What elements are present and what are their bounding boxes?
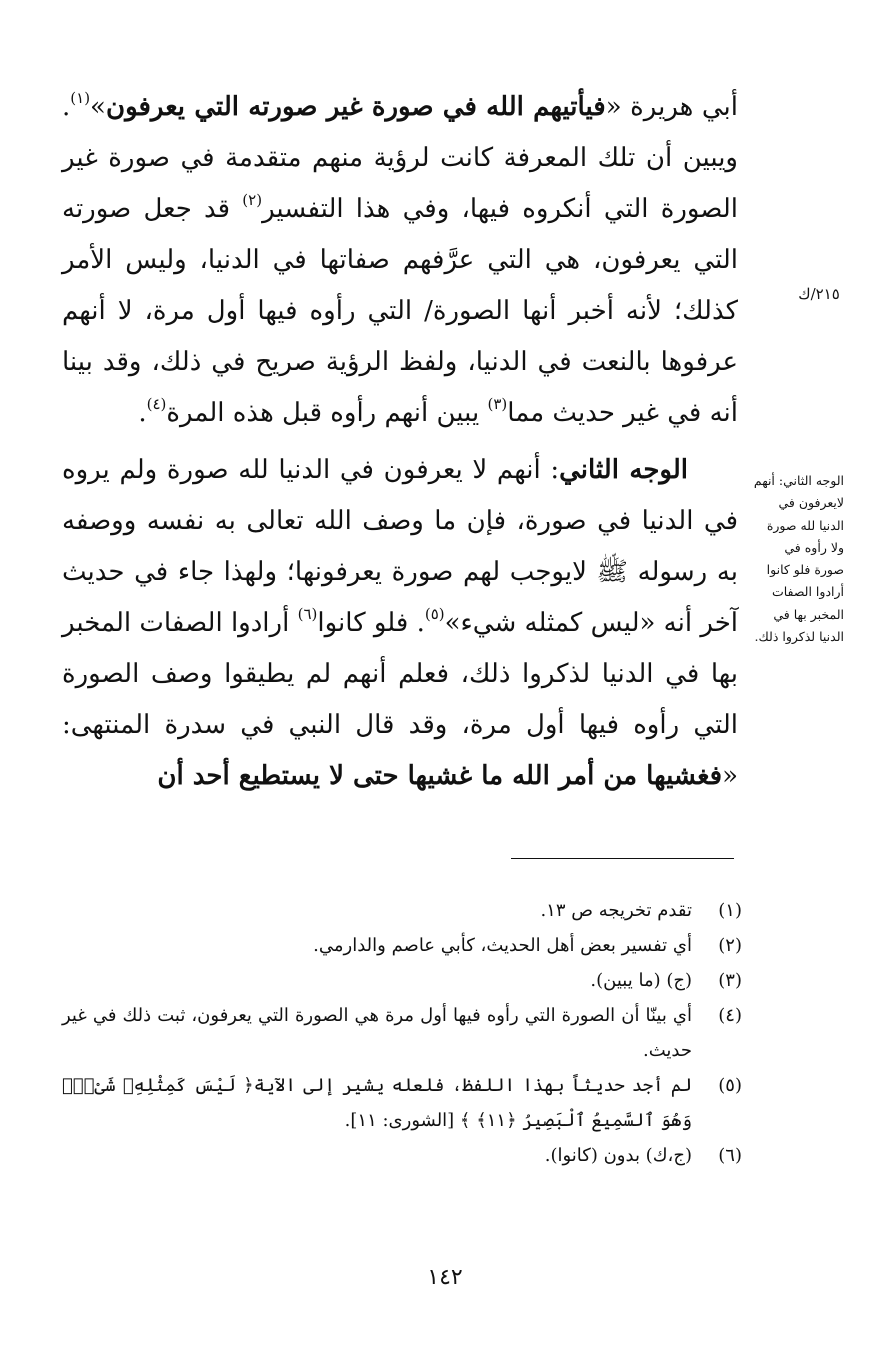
- footnote-item: [62, 998, 742, 1068]
- footnote-item: [62, 1138, 742, 1173]
- text-run: . فلو كانوا: [317, 608, 425, 638]
- hadith-quote: فيأتيهم الله في صورة غير صورته التي يعرفون: [105, 92, 606, 122]
- footnote-item: [62, 963, 742, 998]
- text-run: قد جعل صورته التي يعرفون، هي التي عرَّفهم صفاتها في الدنيا، وليس الأمر كذلك؛ لأنه أخبر أنها الصورة/ التي رأوه فيها أول مرة، لا أنهم عرفوها بالنعت في الدنيا، ولفظ الرؤية صريح في ذلك، وقد بينا أنه في غير حديث مما: [62, 194, 738, 428]
- footnote-text: أي بينّا أن الصورة التي رأوه فيها أول مرة هي الصورة التي يعرفون، ثبت ذلك في غير حديث.: [62, 1005, 692, 1061]
- main-text: [62, 82, 738, 802]
- footnote-ref-4[interactable]: (٤): [146, 395, 167, 413]
- paragraph-2: [62, 445, 738, 802]
- hadith-quote: فغشيها من أمر الله ما غشيها حتى لا يستطيع أحد أن: [157, 761, 723, 791]
- text-run: يبين أنهم رأوه قبل هذه المرة: [166, 398, 488, 428]
- footnote-number: (٢): [718, 935, 742, 956]
- text-run: : أنهم لا يعرفون في الدنيا لله صورة ولم يروه في الدنيا في صورة، فإن ما وصف الله تعالى به نفسه ووصفه به رسوله ﷺ لايوجب لهم صورة يعرفونها؛ ولهذا جاء في حديث آخر أنه «ليس كمثله شيء»: [62, 455, 739, 638]
- footnote-number: (٤): [718, 1005, 742, 1026]
- page-number: ١٤٢: [427, 1265, 463, 1290]
- margin-summary-note: الوجه الثاني: أنهم لايعرفون في الدنيا لله صورة ولا رأوه في صورة فلو كانوا أرادوا الصفات المخبر بها في الدنيا لذكروا ذلك.: [753, 473, 844, 645]
- footnote-number: (٦): [718, 1145, 742, 1166]
- footnote-number: (٣): [718, 970, 742, 991]
- text-run: . ويبين أن تلك المعرفة كانت لرؤية منهم متقدمة في صورة غير الصورة التي أنكروه فيها، وفي هذا التفسير: [62, 92, 739, 224]
- text-run: »: [90, 92, 106, 122]
- footnote-number: (٥): [718, 1075, 742, 1096]
- footnote-ref-3[interactable]: (٣): [487, 395, 508, 413]
- manuscript-folio-ref: ٢١٥/ك: [798, 285, 840, 303]
- footnote-item: [62, 893, 742, 928]
- text-run: أرادوا الصفات المخبر بها في الدنيا لذكروا ذلك، فعلم أنهم لم يطيقوا وصف الصورة التي رأوه فيها أول مرة، وقد قال النبي في سدرة المنتهى: «: [62, 608, 738, 791]
- footnote-text: (ج) (ما يبين).: [590, 970, 692, 991]
- footnote-ref-2[interactable]: (٢): [242, 191, 263, 209]
- footnote-text: أي تفسير بعض أهل الحديث، كأبي عاصم والدارمي.: [313, 935, 692, 956]
- footnote-text: (ج،ك) بدون (كانوا).: [544, 1145, 692, 1166]
- footnote-ref-1[interactable]: (١): [70, 89, 91, 107]
- paragraph-1: [62, 82, 738, 439]
- footnote-number: (١): [718, 900, 742, 921]
- footnote-text: لم أجد حديثاً بهذا اللفظ، فلعله يشير إلى الآية﴿ لَيْسَ كَمِثْلِهِۦ شَىْءٌۖ وَهُوَ ٱلسَّمِيعُ ٱلْبَصِيرُ ﴿١١﴾ ﴾ [الشورى: ١١].: [62, 1075, 692, 1131]
- text-run: أبي هريرة «: [605, 92, 738, 122]
- footnote-text: تقدم تخريجه ص ١٣.: [540, 900, 692, 921]
- footnote-ref-6[interactable]: (٦): [297, 605, 318, 623]
- text-run: .: [138, 398, 147, 428]
- footnote-separator: [511, 858, 734, 859]
- footnotes: [62, 893, 742, 1173]
- footnote-item: [62, 928, 742, 963]
- section-heading: الوجه الثاني: [559, 455, 688, 485]
- footnote-ref-5[interactable]: (٥): [424, 605, 445, 623]
- footnote-item: [62, 1068, 742, 1138]
